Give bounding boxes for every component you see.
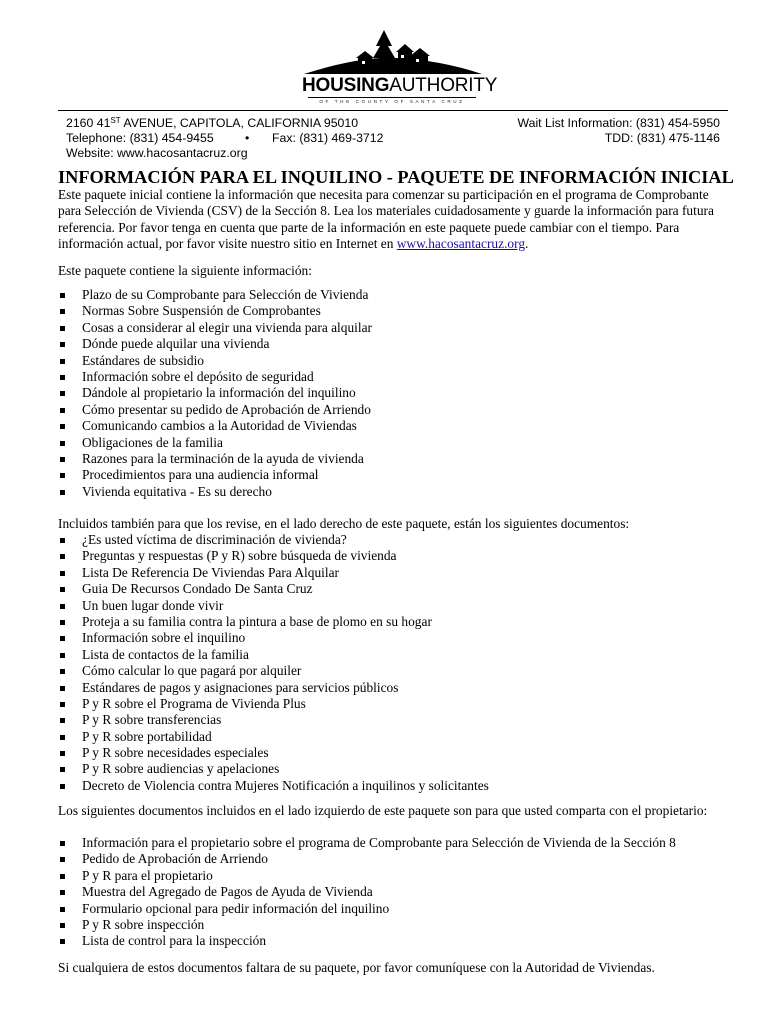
left-side-item-5: Formulario opcional para pedir información del inquilino — [58, 901, 676, 917]
contains-item-13: Vivienda equitativa - Es su derecho — [58, 484, 372, 500]
included-item-3: Lista De Referencia De Viviendas Para Alquilar — [58, 565, 489, 581]
address-city: AVENUE, CAPITOLA, CALIFORNIA 95010 — [120, 116, 359, 130]
contains-item-1: Plazo de su Comprobante para Selección de Vivienda — [58, 287, 372, 303]
website-link[interactable]: www.hacosantacruz.org — [396, 236, 526, 252]
telephone-text: Telephone: (831) 454-9455 — [66, 131, 214, 145]
included-item-10: Estándares de pagos y asignaciones para servicios públicos — [58, 680, 489, 696]
bullet-separator: • — [245, 131, 250, 145]
contains-item-11: Razones para la terminación de la ayuda de vivienda — [58, 451, 372, 467]
intro-end: . — [525, 236, 529, 252]
included-heading: Incluidos también para que los revise, en el lado derecho de este paquete, están los siguientes documentos: — [58, 516, 630, 531]
contains-item-4: Dónde puede alquilar una vivienda — [58, 336, 372, 352]
housing-authority-logo — [300, 28, 498, 108]
intro-text: Este paquete inicial contiene la información que necesita para comenzar su participación en el programa de Comprobante para Selección de Vivienda (CSV) de la Sección 8. Lea los materiales cuidadosamente y guarde la información para futura referencia. Por favor tenga en cuenta que parte de la información en este paquete puede cambiar con el tiempo. Para información actual, por favor visite nuestro sitio en Internet en — [58, 187, 714, 252]
included-item-7: Información sobre el inquilino — [58, 630, 489, 646]
contains-item-6: Información sobre el depósito de seguridad — [58, 369, 372, 385]
included-item-6: Proteja a su familia contra la pintura a base de plomo en su hogar — [58, 614, 489, 630]
document-title: INFORMACIÓN PARA EL INQUILINO - PAQUETE DE INFORMACIÓN INICIAL — [58, 167, 734, 187]
intro-paragraph — [58, 187, 730, 253]
logo-word-bold: HOUSING — [302, 75, 390, 96]
header-divider — [58, 110, 728, 111]
included-item-15: P y R sobre audiencias y apelaciones — [58, 761, 489, 777]
included-item-2: Preguntas y respuestas (P y R) sobre búsqueda de vivienda — [58, 548, 489, 564]
included-item-8: Lista de contactos de la familia — [58, 647, 489, 663]
logo-wordmark — [302, 75, 498, 96]
tdd-text: TDD: (831) 475-1146 — [604, 131, 720, 145]
left-side-item-7: Lista de control para la inspección — [58, 933, 676, 949]
contains-item-3: Cosas a considerar al elegir una vivienda para alquilar — [58, 320, 372, 336]
left-side-item-6: P y R sobre inspección — [58, 917, 676, 933]
included-item-4: Guia De Recursos Condado De Santa Cruz — [58, 581, 489, 597]
included-item-5: Un buen lugar donde vivir — [58, 598, 489, 614]
fax-text: Fax: (831) 469-3712 — [272, 131, 384, 145]
included-item-11: P y R sobre el Programa de Vivienda Plus — [58, 696, 489, 712]
website-text[interactable]: Website: www.hacosantacruz.org — [66, 146, 248, 160]
included-item-12: P y R sobre transferencias — [58, 712, 489, 728]
contains-list — [58, 287, 372, 500]
logo-rule — [308, 97, 476, 98]
left-side-item-2: Pedido de Aprobación de Arriendo — [58, 851, 676, 867]
included-item-9: Cómo calcular lo que pagará por alquiler — [58, 663, 489, 679]
contains-item-7: Dándole al propietario la información del inquilino — [58, 385, 372, 401]
contains-item-5: Estándares de subsidio — [58, 353, 372, 369]
left-side-list — [58, 835, 676, 950]
included-list — [58, 532, 489, 794]
waitlist-text: Wait List Information: (831) 454-5950 — [517, 116, 720, 130]
address-suffix: ST — [110, 116, 121, 125]
left-side-heading: Los siguientes documentos incluidos en el lado izquierdo de este paquete son para que usted comparta con el propietario: — [58, 803, 708, 818]
included-item-1: ¿Es usted víctima de discriminación de vivienda? — [58, 532, 489, 548]
left-side-item-3: P y R para el propietario — [58, 868, 676, 884]
address-line — [66, 116, 358, 131]
contains-item-10: Obligaciones de la familia — [58, 435, 372, 451]
included-item-16: Decreto de Violencia contra Mujeres Notificación a inquilinos y solicitantes — [58, 778, 489, 794]
contains-item-12: Procedimientos para una audiencia informal — [58, 467, 372, 483]
contains-item-2: Normas Sobre Suspensión de Comprobantes — [58, 303, 372, 319]
logo-word-light: AUTHORITY — [389, 75, 498, 96]
left-side-item-1: Información para el propietario sobre el programa de Comprobante para Selección de Vivienda de la Sección 8 — [58, 835, 676, 851]
contains-item-8: Cómo presentar su pedido de Aprobación de Arriendo — [58, 402, 372, 418]
contains-item-9: Comunicando cambios a la Autoridad de Viviendas — [58, 418, 372, 434]
contains-heading: Este paquete contiene la siguiente información: — [58, 263, 312, 278]
included-item-13: P y R sobre portabilidad — [58, 729, 489, 745]
address-street: 2160 41 — [66, 116, 111, 130]
house-tree-logo-icon — [300, 28, 484, 78]
logo-subtitle: OF THE COUNTY OF SANTA CRUZ — [319, 99, 465, 104]
included-item-14: P y R sobre necesidades especiales — [58, 745, 489, 761]
left-side-item-4: Muestra del Agregado de Pagos de Ayuda de Vivienda — [58, 884, 676, 900]
closing-note: Si cualquiera de estos documentos faltara de su paquete, por favor comuníquese con la Autoridad de Viviendas. — [58, 960, 655, 975]
